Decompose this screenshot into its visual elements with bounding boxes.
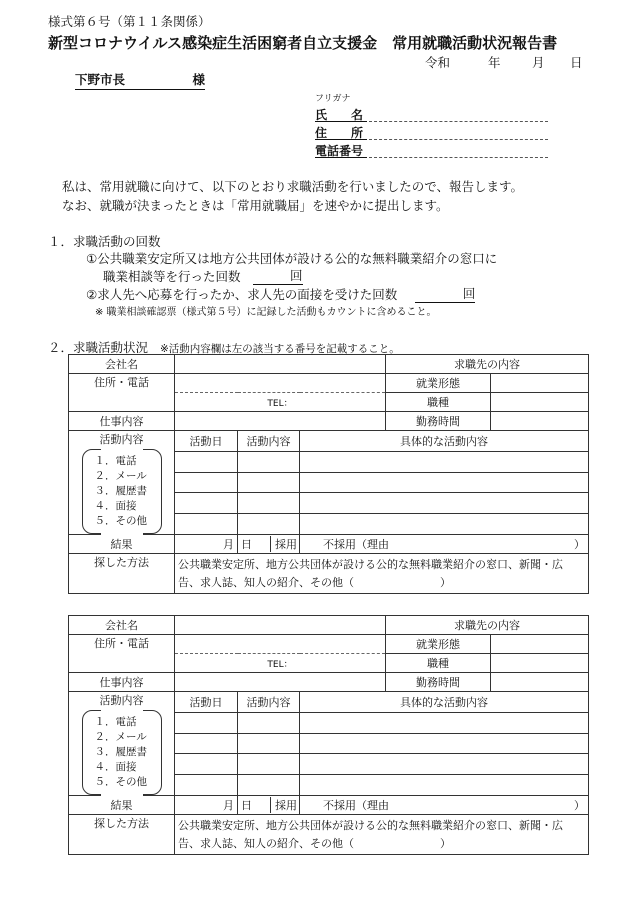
result-day: 日: [241, 799, 252, 812]
name-label: 氏 名: [315, 106, 367, 122]
search-method-line2-row: [178, 574, 585, 592]
address-phone-label: 住所・電話: [69, 635, 175, 673]
name-field[interactable]: [315, 106, 548, 123]
job-type-label: 職種: [386, 393, 491, 412]
search-method-line1: 公共職業安定所、地方公共団体が設ける公的な無料職業紹介の窓口、新聞・広: [178, 818, 563, 832]
job-content-input[interactable]: [175, 673, 386, 692]
result-reason-cell[interactable]: [300, 535, 589, 554]
search-method-options[interactable]: [175, 815, 589, 855]
phone-label: 電話番号: [315, 142, 367, 158]
activity-date-input[interactable]: [175, 493, 238, 514]
activity-kind-input[interactable]: [238, 733, 300, 754]
activity-date-label: 活動日: [175, 431, 238, 452]
section2-heading: ２．求職活動状況: [48, 340, 149, 355]
company-label: 会社名: [69, 355, 175, 374]
search-method-line2-row: [178, 835, 585, 853]
activity-option-phone: １．電話: [94, 455, 137, 467]
activity-content-label: 活動内容: [99, 433, 144, 446]
phone-field[interactable]: [315, 142, 548, 159]
activity-kind-input[interactable]: [238, 472, 300, 493]
address-label: 住 所: [315, 124, 367, 140]
result-month[interactable]: 月: [175, 535, 238, 554]
specific-activity-input[interactable]: [300, 514, 589, 535]
specific-activity-input[interactable]: [300, 733, 589, 754]
employment-type-label: 就業形態: [386, 374, 491, 393]
section1-item1-text: 職業相談等を行った回数: [103, 269, 241, 284]
application-count-field[interactable]: 回: [415, 284, 475, 303]
company-label: 会社名: [69, 616, 175, 635]
section1-item1-line1: ①公共職業安定所又は地方公共団体が設ける公的な無料職業紹介の窓口に: [86, 251, 498, 266]
specific-activity-input[interactable]: [300, 472, 589, 493]
activity-table-1: [68, 354, 589, 594]
date-era: 令和: [425, 55, 451, 70]
form-number: 様式第６号（第１１条関係）: [48, 14, 211, 29]
search-method-options[interactable]: [175, 554, 589, 594]
result-not-adopted: 不採用（理由: [323, 799, 389, 812]
activity-kind-label: 活動内容: [238, 692, 300, 713]
activity-kind-input[interactable]: [238, 712, 300, 733]
addressee-honorific: 様: [192, 72, 205, 87]
activity-option-phone: １．電話: [94, 716, 137, 728]
activity-date-input[interactable]: [175, 451, 238, 472]
result-not-adopted: 不採用（理由: [323, 538, 389, 551]
activity-option-email: ２．メール: [94, 731, 147, 743]
result-month[interactable]: 月: [175, 796, 238, 815]
activity-content-label: 活動内容: [99, 694, 144, 707]
activity-option-other: ５．その他: [94, 515, 147, 527]
offer-details-label: 求職先の内容: [386, 616, 589, 635]
address-phone-label: 住所・電話: [69, 374, 175, 412]
search-method-close: ）: [440, 836, 451, 850]
activity-content-label-cell: [69, 431, 175, 535]
activity-option-interview: ４．面接: [94, 761, 137, 773]
date-year[interactable]: 年: [488, 55, 501, 70]
activity-kind-label: 活動内容: [238, 431, 300, 452]
section1-item1-line2: [103, 266, 303, 285]
working-hours-label: 勤務時間: [386, 673, 491, 692]
job-type-input[interactable]: [491, 654, 589, 673]
search-method-close: ）: [440, 575, 451, 589]
addressee-name: 下野市長: [75, 72, 126, 87]
activity-date-input[interactable]: [175, 472, 238, 493]
offer-details-label: 求職先の内容: [386, 355, 589, 374]
job-content-input[interactable]: [175, 412, 386, 431]
section2-note: ※活動内容欄は左の該当する番号を記載すること。: [160, 343, 400, 355]
activity-table-2: [68, 615, 589, 855]
search-method-label: 探した方法: [69, 815, 175, 855]
result-adopted[interactable]: 採用: [270, 797, 299, 813]
date-month[interactable]: 月: [532, 55, 545, 70]
activity-date-input[interactable]: [175, 712, 238, 733]
tel-input[interactable]: TEL：: [175, 393, 386, 412]
activity-option-other: ５．その他: [94, 776, 147, 788]
activity-options-list: [82, 449, 162, 534]
working-hours-input[interactable]: [491, 412, 589, 431]
section1-note: ※ 職業相談確認票（様式第５号）に記録した活動もカウントに含めること。: [95, 307, 437, 318]
activity-date-input[interactable]: [175, 514, 238, 535]
company-input[interactable]: [175, 616, 386, 635]
employment-type-label: 就業形態: [386, 635, 491, 654]
address-field[interactable]: [315, 124, 548, 141]
search-method-label: 探した方法: [69, 554, 175, 594]
employment-type-input[interactable]: [491, 635, 589, 654]
addressee: [75, 70, 205, 90]
search-method-line1: 公共職業安定所、地方公共団体が設ける公的な無料職業紹介の窓口、新聞・広: [178, 557, 563, 571]
activity-date-label: 活動日: [175, 692, 238, 713]
working-hours-input[interactable]: [491, 673, 589, 692]
activity-option-email: ２．メール: [94, 470, 147, 482]
job-type-label: 職種: [386, 654, 491, 673]
activity-date-input[interactable]: [175, 733, 238, 754]
address-input[interactable]: [175, 374, 386, 393]
specific-activity-input[interactable]: [300, 712, 589, 733]
activity-kind-input[interactable]: [238, 754, 300, 775]
furigana-label: フリガナ: [315, 94, 351, 104]
activity-option-interview: ４．面接: [94, 500, 137, 512]
specific-activity-input[interactable]: [300, 493, 589, 514]
specific-activity-input[interactable]: [300, 754, 589, 775]
specific-activity-input[interactable]: [300, 451, 589, 472]
activity-content-label-cell: [69, 692, 175, 796]
result-reason-cell[interactable]: [300, 796, 589, 815]
working-hours-label: 勤務時間: [386, 412, 491, 431]
search-method-line2: 告、求人誌、知人の紹介、その他（: [178, 836, 354, 850]
result-adopted[interactable]: 採用: [270, 536, 299, 552]
activity-kind-input[interactable]: [238, 775, 300, 796]
activity-kind-input[interactable]: [238, 451, 300, 472]
activity-option-resume: ３．履歴書: [94, 485, 147, 497]
date-day[interactable]: 日: [570, 55, 583, 70]
employment-type-input[interactable]: [491, 374, 589, 393]
job-content-label: 仕事内容: [69, 412, 175, 431]
address-input[interactable]: [175, 635, 386, 654]
result-label: 結果: [69, 796, 175, 815]
activity-options-list: [82, 710, 162, 795]
job-content-label: 仕事内容: [69, 673, 175, 692]
result-close-paren: ）: [574, 538, 586, 551]
section1-item2: [86, 284, 475, 303]
result-day: 日: [241, 538, 252, 551]
activity-kind-input[interactable]: [238, 514, 300, 535]
activity-kind-input[interactable]: [238, 493, 300, 514]
section1-item2-text: ②求人先へ応募を行ったか、求人先の面接を受けた回数: [86, 287, 398, 302]
result-day-cell[interactable]: [238, 535, 300, 554]
company-input[interactable]: [175, 355, 386, 374]
activity-option-resume: ３．履歴書: [94, 746, 147, 758]
consultation-count-field[interactable]: 回: [253, 266, 303, 285]
result-close-paren: ）: [574, 799, 586, 812]
result-label: 結果: [69, 535, 175, 554]
document-title: 新型コロナウイルス感染症生活困窮者自立支援金 常用就職活動状況報告書: [48, 34, 558, 52]
section1-heading: １．求職活動の回数: [48, 234, 161, 249]
statement-line2: なお、就職が決まったときは「常用就職届」を速やかに提出します。: [62, 198, 449, 213]
specific-activity-label: 具体的な活動内容: [300, 692, 589, 713]
specific-activity-input[interactable]: [300, 775, 589, 796]
activity-date-input[interactable]: [175, 775, 238, 796]
job-type-input[interactable]: [491, 393, 589, 412]
tel-input[interactable]: TEL：: [175, 654, 386, 673]
specific-activity-label: 具体的な活動内容: [300, 431, 589, 452]
activity-date-input[interactable]: [175, 754, 238, 775]
statement-line1: 私は、常用就職に向けて、以下のとおり求職活動を行いましたので、報告します。: [62, 179, 524, 194]
search-method-line2: 告、求人誌、知人の紹介、その他（: [178, 575, 354, 589]
result-day-cell[interactable]: [238, 796, 300, 815]
